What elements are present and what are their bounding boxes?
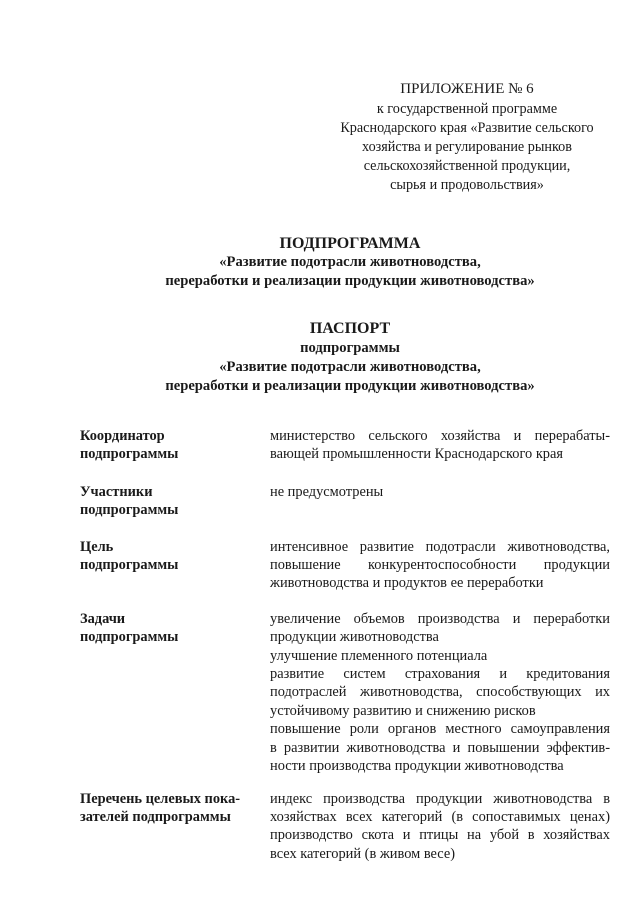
row-label-line: Координатор: [80, 428, 165, 444]
row-value-line: не предусмотрены: [270, 483, 384, 500]
row-value-line: подотраслей животноводства, способствующих их: [270, 684, 610, 701]
row-value-line: министерство сельского хозяйства и перерабаты-: [270, 428, 610, 444]
appendix-title: ПРИЛОЖЕНИЕ № 6: [400, 81, 534, 97]
row-label-line: Перечень целевых пока-: [80, 790, 241, 807]
appendix-line: сырья и продовольствия»: [390, 177, 544, 193]
row-value-line: устойчивому развитию и снижению рисков: [270, 702, 536, 719]
row-label: [80, 538, 270, 575]
subprogram-name-line: переработки и реализации продукции животноводства»: [165, 273, 535, 289]
row-label-line: подпрограммы: [80, 446, 179, 463]
passport-heading: [60, 319, 640, 396]
row-value: [270, 790, 610, 864]
passport-row-coordinator: [80, 427, 610, 464]
appendix-line: к государственной программе: [376, 101, 558, 117]
row-label: [80, 790, 270, 827]
row-label: [80, 483, 270, 520]
row-value-line: ности производства продукции животноводства: [270, 758, 564, 775]
passport-title: ПАСПОРТ: [309, 320, 391, 337]
row-value-line: улучшение племенного потенциала: [270, 647, 488, 664]
passport-table: [80, 427, 610, 863]
appendix-line: хозяйства и регулирование рынков: [362, 139, 572, 155]
appendix-line: Краснодарского края «Развитие сельского: [340, 120, 594, 136]
row-label: [80, 610, 270, 647]
passport-row-indicators: [80, 790, 610, 864]
row-label-line: зателей подпрограммы: [80, 808, 231, 825]
row-value-line: повышение роли органов местного самоуправления: [270, 721, 610, 738]
passport-row-tasks: [80, 610, 610, 776]
row-value-line: продукции животноводства: [270, 629, 439, 646]
row-value-line: увеличение объемов производства и переработки: [270, 610, 610, 627]
subprogram-heading: [60, 234, 640, 291]
row-value-line: развитие систем страхования и кредитования: [270, 666, 610, 683]
row-value-line: производство скота и птицы на убой в хозяйствах: [270, 827, 610, 844]
row-value: [270, 610, 610, 776]
row-label-line: подпрограммы: [80, 502, 179, 519]
passport-row-goal: [80, 538, 610, 593]
row-label-line: Участники: [80, 483, 153, 500]
row-value: [270, 538, 610, 593]
passport-subtitle-line: переработки и реализации продукции животноводства»: [165, 378, 535, 394]
row-label: [80, 427, 270, 464]
subprogram-name-line: «Развитие подотрасли животноводства,: [219, 254, 481, 270]
appendix-line: сельскохозяйственной продукции,: [363, 158, 571, 174]
row-value-line: всех категорий (в живом весе): [270, 845, 456, 862]
row-value: [270, 483, 610, 501]
row-value-line: хозяйствах всех категорий (в сопоставимых ценах): [270, 808, 610, 825]
subprogram-title: ПОДПРОГРАММА: [279, 235, 421, 252]
row-value-line: интенсивное развитие подотрасли животноводства,: [270, 538, 610, 555]
passport-subtitle-line: «Развитие подотрасли животноводства,: [219, 359, 481, 375]
row-value-line: вающей промышленности Краснодарского края: [270, 446, 564, 463]
row-label-line: Цель: [80, 538, 114, 555]
row-value-line: животноводства и продуктов ее переработки: [270, 575, 544, 592]
appendix-block: [322, 80, 612, 195]
passport-row-participants: [80, 483, 610, 520]
row-label-line: подпрограммы: [80, 557, 179, 574]
row-value-line: в развитии животноводства и повышении эффектив-: [270, 739, 610, 756]
row-label-line: Задачи: [80, 610, 126, 627]
row-value-line: повышение конкурентоспособности продукции: [270, 557, 610, 574]
row-value: [270, 427, 610, 464]
row-label-line: подпрограммы: [80, 629, 179, 646]
row-value-line: индекс производства продукции животноводства в: [270, 790, 610, 807]
passport-subtitle-line: подпрограммы: [300, 340, 400, 356]
